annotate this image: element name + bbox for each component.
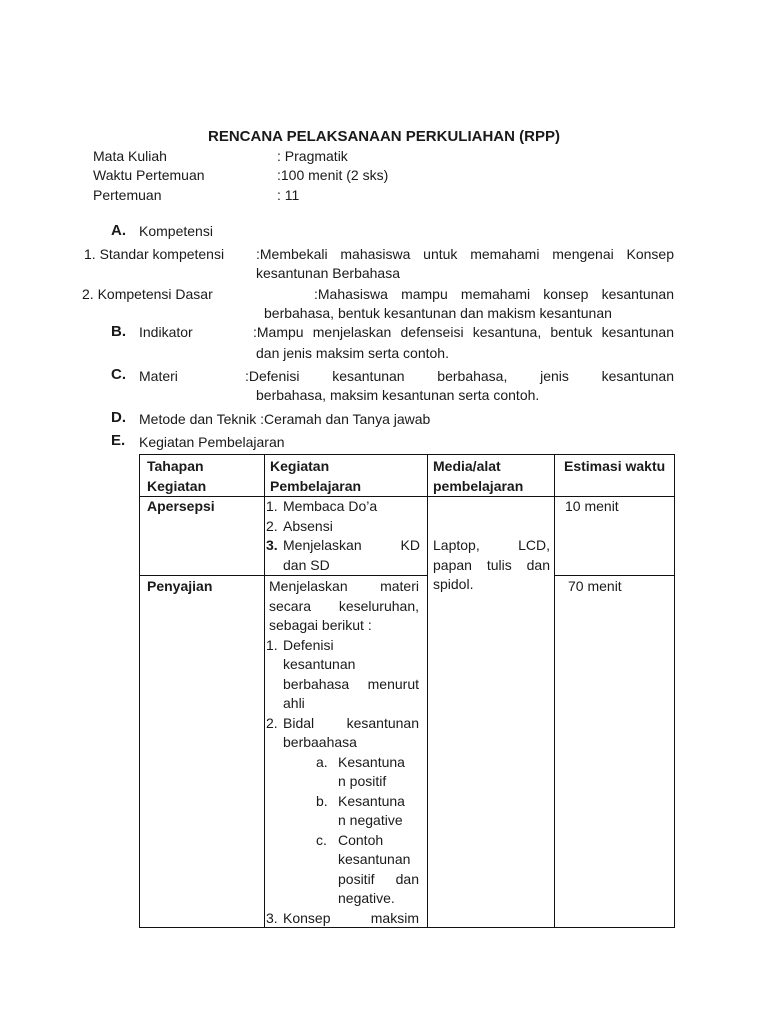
standar-kompetensi-line1: :Membekali mahasiswa untuk memahami mengenai Konsep bbox=[256, 246, 674, 262]
media-line2: papan tulis dan bbox=[433, 556, 550, 573]
header-tahapan-line2: Kegiatan bbox=[147, 477, 207, 494]
table-border-left bbox=[139, 454, 140, 928]
sub-item-continuation: kesantunan bbox=[338, 851, 411, 867]
info-label-pertemuan: Pertemuan bbox=[93, 187, 162, 203]
section-e-label: Kegiatan Pembelajaran bbox=[139, 434, 285, 450]
list-item: 1. Defenisi bbox=[266, 636, 334, 653]
table-divider-3 bbox=[554, 454, 555, 928]
section-a-label: Kompetensi bbox=[139, 223, 213, 239]
media-line1: Laptop, LCD, bbox=[433, 537, 550, 553]
penyajian-intro-1: Menjelaskan materi bbox=[269, 578, 419, 594]
section-c-letter: C. bbox=[111, 366, 126, 383]
table-border-row1-left bbox=[139, 575, 428, 576]
section-d-letter: D. bbox=[111, 409, 126, 426]
table-border-row1-right bbox=[554, 575, 675, 576]
header-media-line2: pembelajaran bbox=[433, 477, 524, 494]
document-title: RENCANA PELAKSANAAN PERKULIAHAN (RPP) bbox=[208, 128, 560, 145]
stage-penyajian: Penyajian bbox=[147, 578, 213, 594]
section-b-label: Indikator bbox=[139, 324, 193, 340]
sub-item-continuation: n negative bbox=[338, 812, 403, 828]
list-item-continuation: ahli bbox=[283, 695, 305, 711]
info-label-mata-kuliah: Mata Kuliah bbox=[93, 148, 167, 164]
sub-item-continuation: n positif bbox=[338, 773, 387, 789]
list-item: 2. Bidal kesantunan bbox=[266, 714, 419, 731]
standar-kompetensi-line2: kesantunan Berbahasa bbox=[256, 265, 400, 281]
list-item-continuation: berbaahasa bbox=[283, 734, 357, 750]
table-divider-2 bbox=[427, 454, 428, 928]
sub-item-continuation: negative. bbox=[338, 890, 395, 906]
header-kegiatan-line2: Pembelajaran bbox=[270, 477, 362, 494]
header-estimasi bbox=[564, 457, 665, 477]
sub-item: a. Kesantuna bbox=[316, 753, 405, 770]
list-item-continuation: kesantunan bbox=[283, 656, 356, 672]
section-c-label: Materi bbox=[139, 368, 178, 384]
indikator-line1: :Mampu menjelaskan defenseisi kesantuna, bentuk kesantunan bbox=[253, 324, 674, 340]
kompetensi-dasar-line2: berbahasa, bentuk kesantunan dan makism kesantunan bbox=[264, 305, 612, 321]
sub-item: b. Kesantuna bbox=[316, 792, 405, 809]
materi-line1: :Defenisi kesantunan berbahasa, jenis kesantunan bbox=[245, 368, 674, 384]
apersepsi-time: 10 menit bbox=[565, 498, 619, 514]
media-text bbox=[433, 536, 550, 595]
list-item: 1. Membaca Do’a bbox=[266, 498, 378, 514]
section-a-letter: A. bbox=[111, 222, 126, 239]
info-value-pertemuan: : 11 bbox=[277, 187, 300, 203]
penyajian-intro-2: secara keseluruhan, bbox=[269, 597, 419, 614]
kompetensi-dasar-label: 2. Kompetensi Dasar bbox=[82, 286, 213, 302]
header-tahapan-line1: Tahapan bbox=[147, 458, 204, 474]
info-value-waktu: :100 menit (2 sks) bbox=[277, 167, 389, 183]
table-border-top bbox=[139, 454, 675, 455]
list-item: 3. Menjelaskan KD bbox=[266, 537, 420, 553]
section-d-label: Metode dan Teknik :Ceramah dan Tanya jawab bbox=[139, 411, 431, 427]
info-label-waktu: Waktu Pertemuan bbox=[93, 167, 205, 183]
materi-line2: berbahasa, maksim kesantunan serta contoh. bbox=[256, 387, 540, 403]
section-e-letter: E. bbox=[111, 432, 126, 449]
penyajian-time: 70 menit bbox=[568, 578, 622, 594]
apersepsi-activities bbox=[266, 497, 420, 575]
table-divider-1 bbox=[264, 454, 265, 928]
sub-item-continuation: positif dan bbox=[338, 870, 419, 887]
header-media-line1: Media/alat bbox=[433, 458, 501, 474]
indikator-line2: dan jenis maksim serta contoh. bbox=[256, 345, 449, 361]
penyajian-activities bbox=[266, 577, 419, 928]
penyajian-intro-3: sebagai berikut : bbox=[269, 617, 372, 633]
list-item-continuation: berbahasa menurut bbox=[283, 675, 419, 692]
kompetensi-dasar-line1: :Mahasiswa mampu memahami konsep kesantunan bbox=[314, 286, 674, 302]
info-value-mata-kuliah: : Pragmatik bbox=[277, 148, 348, 164]
list-item-continuation: dan SD bbox=[283, 556, 330, 573]
list-item: 2. Absensi bbox=[266, 517, 333, 534]
table-border-right bbox=[674, 454, 675, 928]
list-item: 3. Konsep maksim bbox=[266, 909, 419, 926]
sub-item: c. Contoh bbox=[316, 831, 384, 848]
header-tahapan bbox=[147, 457, 206, 496]
header-kegiatan bbox=[270, 457, 361, 496]
media-line3: spidol. bbox=[433, 576, 474, 592]
header-kegiatan-line1: Kegiatan bbox=[270, 458, 330, 474]
header-estimasi-line1: Estimasi waktu bbox=[564, 458, 666, 474]
section-b-letter: B. bbox=[111, 323, 126, 340]
standar-kompetensi-label: 1. Standar kompetensi bbox=[84, 246, 225, 262]
header-media bbox=[433, 457, 523, 496]
stage-apersepsi: Apersepsi bbox=[147, 498, 215, 514]
